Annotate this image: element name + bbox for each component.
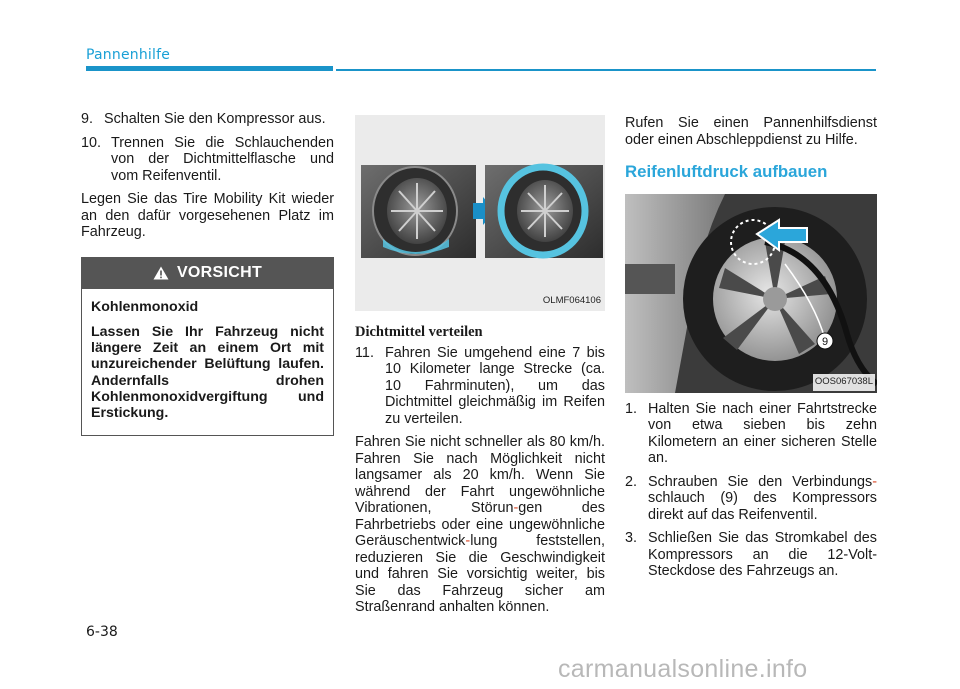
step-number: 3. bbox=[625, 530, 638, 546]
header-rule-thick bbox=[86, 66, 333, 71]
caution-box bbox=[81, 257, 334, 436]
text-part: Schrauben Sie den Verbindungs bbox=[648, 473, 873, 490]
step-text: Halten Sie nach einer Fahrtstrecke von etwa sieben bis zehn Kilometern an einer sicheren Stelle an. bbox=[648, 400, 877, 466]
warning-triangle-icon bbox=[153, 266, 169, 280]
step-number: 1. bbox=[625, 400, 638, 417]
text-part: schlauch (9) des Kompressors direkt auf das Reifenventil. bbox=[648, 490, 877, 523]
caution-body bbox=[82, 289, 333, 435]
step-number: 2. bbox=[625, 473, 638, 490]
step-number: 9. bbox=[81, 111, 94, 127]
section-title: Reifenluftdruck aufbauen bbox=[625, 162, 828, 181]
step-11 bbox=[355, 345, 605, 428]
figure-code: OLMF064106 bbox=[542, 294, 601, 306]
caution-title: Kohlenmonoxid bbox=[91, 298, 199, 315]
column-right bbox=[625, 115, 877, 587]
hyphen-mark: - bbox=[465, 533, 471, 549]
step-3 bbox=[625, 530, 877, 580]
text-part: gen des Fahrbetriebs oder eine ungewöhnliche Geräuschentwick bbox=[355, 500, 605, 549]
step-9 bbox=[81, 111, 334, 128]
stow-kit-paragraph: Legen Sie das Tire Mobility Kit wieder an den dafür vorgesehenen Platz im Fahrzeug. bbox=[81, 191, 334, 240]
figure-code: OOS067038L bbox=[813, 374, 875, 391]
step-10 bbox=[81, 135, 334, 185]
caution-text: Lassen Sie Ihr Fahrzeug nicht längere Zeit an einem Ort mit unzureichender Belüftung laufen. Andernfalls drohen Kohlenmonoxidvergiftung und Erstickung. bbox=[91, 323, 324, 422]
header-rule-thin bbox=[336, 69, 876, 71]
caution-header bbox=[82, 258, 333, 289]
caution-label: VORSICHT bbox=[176, 263, 263, 281]
wheel-illustration bbox=[625, 194, 877, 393]
step-1 bbox=[625, 401, 877, 467]
column-left bbox=[81, 111, 334, 436]
watermark: carmanualsonline.info bbox=[558, 655, 808, 683]
step-text: Trennen Sie die Schlauchenden von der Dichtmittelflasche und vom Reifenventil. bbox=[111, 134, 334, 184]
compressor-figure bbox=[625, 194, 877, 393]
page-number: 6-38 bbox=[86, 624, 118, 640]
step-text: Schließen Sie das Stromkabel des Kompressors an die 12-Volt-Steckdose des Fahrzeugs an. bbox=[648, 530, 877, 579]
text-part: lung feststellen, reduzieren Sie die Geschwindigkeit und fahren Sie vorsichtig weiter, bis Sie das Fahrzeug sicher am Straßenrand anhalten können. bbox=[355, 533, 605, 615]
step-text bbox=[648, 474, 877, 524]
subheading: Dichtmittel verteilen bbox=[355, 324, 483, 340]
sealant-distribution-figure bbox=[355, 115, 605, 311]
step-text: Fahren Sie umgehend eine 7 bis 10 Kilometer lange Strecke (ca. 10 Fahrminuten), um das Dichtmittel gleichmäßig im Reifen zu verteilen. bbox=[385, 344, 605, 427]
speed-paragraph bbox=[355, 434, 605, 616]
step-text: Schalten Sie den Kompressor aus. bbox=[104, 111, 326, 127]
text-part: Fahren Sie nicht schneller als 80 km/h. Fahren Sie nach Möglichkeit nicht langsamer als 20 km/h. Wenn Sie während der Fahrt ungewöhnliche Vibrationen, Störun bbox=[355, 434, 605, 516]
callout-number: 9 bbox=[821, 335, 829, 348]
step-number: 11. bbox=[355, 344, 374, 361]
step-2 bbox=[625, 474, 877, 524]
hyphen-mark: - bbox=[513, 500, 519, 516]
step-number: 10. bbox=[81, 134, 102, 151]
column-middle bbox=[355, 115, 605, 616]
intro-paragraph: Rufen Sie einen Pannenhilfsdienst oder einen Abschleppdienst zu Hilfe. bbox=[625, 115, 877, 148]
section-header: Pannenhilfe bbox=[86, 47, 171, 63]
tire-illustration bbox=[355, 115, 605, 311]
hyphen-mark: - bbox=[872, 473, 877, 490]
